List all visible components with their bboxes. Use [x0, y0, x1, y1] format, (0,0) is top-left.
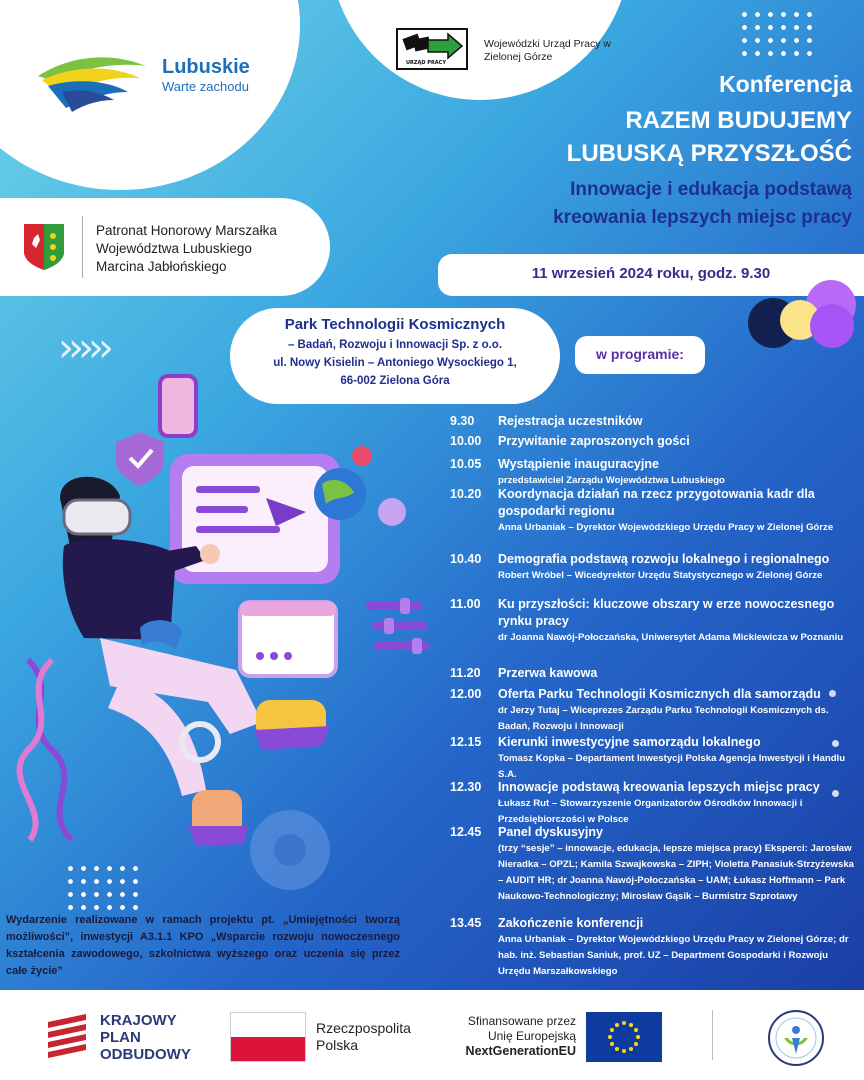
agenda-time: 12.30 [450, 780, 482, 794]
date-box [438, 254, 864, 296]
dot-decoration [832, 740, 839, 747]
rp-text [316, 1020, 411, 1054]
kpo-line3: ODBUDOWY [100, 1046, 191, 1063]
footer-divider [712, 1010, 713, 1060]
wup-logo [396, 28, 626, 73]
crest-icon [22, 222, 66, 272]
agenda-desc: Łukasz Rut – Stowarzyszenie Organizatorów Ośrodków Innowacji i Przedsiębiorczości w Polsce [498, 798, 803, 825]
lubuskie-wave-icon [36, 48, 156, 118]
agenda-title: Panel dyskusyjny [498, 825, 603, 839]
agenda-time: 10.20 [450, 487, 482, 501]
agenda-desc: Tomasz Kopka – Departament Inwestycji Polska Agencja Inwestycji i Handlu S.A. [498, 753, 846, 780]
patron-divider [82, 216, 83, 278]
agenda-title: Koordynacja działań na rzecz przygotowania kadr dla gospodarki regionu [498, 487, 815, 518]
patron-line3: Marcina Jabłońskiego [96, 259, 227, 274]
kpo-text [100, 1012, 191, 1063]
agenda-time: 13.45 [450, 916, 482, 930]
eu-line3: NextGenerationEU [465, 1044, 576, 1058]
agenda-desc: Anna Urbaniak – Dyrektor Wojewódzkiego Urzędu Pracy w Zielonej Górze; dr hab. inż. Sebastian Saniuk, prof. UZ – Department Gospodarki i Rozwoju Urzędu Marszałkowskiego [498, 934, 849, 977]
dot-decoration [829, 690, 836, 697]
footer [0, 990, 864, 1080]
wup-arrow-icon [396, 28, 468, 70]
dots-decoration [738, 8, 818, 56]
venue-line4: 66-002 Zielona Góra [340, 375, 450, 387]
patron-line1: Patronat Honorowy Marszałka [96, 223, 277, 238]
agenda-desc: (trzy “sesje” – innowacje, edukacja, lepsze miejsca pracy) Eksperci: Jarosław Nieradka – OPZL; Kamila Szwajkowska – ZIPH; Violetta Panasiuk-Strzyżewska – AUDIT HR; dr Joanna Nawój-Połoczańska – UAM; Łukasz Hoffmann – Park Naukowo-Technologiczny; Mirosław Gąsik – Burmistrz Szprotawy [498, 843, 854, 902]
lubuskie-logo [36, 48, 266, 118]
agenda-title: Przerwa kawowa [498, 666, 598, 680]
agenda-desc: przedstawiciel Zarządu Województwa Lubuskiego [498, 475, 725, 486]
vr-person-icon [0, 370, 445, 910]
project-footnote: Wydarzenie realizowane w ramach projektu pt. „Umiejętności tworzą możliwości”, inwestycji A3.1.1 KPO „Wsparcie rozwoju nowoczesnego kształcenia zawodowego, szkolnictwa wyższego oraz uczenia się przez całe życie” [6, 914, 400, 977]
eu-flag-icon [586, 1012, 662, 1062]
chevrons-decoration: ››››› [58, 325, 108, 371]
rp-line1: Rzeczpospolita [316, 1020, 411, 1036]
agenda-time: 11.00 [450, 597, 481, 611]
agenda-time: 10.40 [450, 552, 482, 566]
agenda-title: Wystąpienie inauguracyjne [498, 457, 659, 471]
rp-line2: Polska [316, 1037, 359, 1053]
main-title-line2: LUBUSKĄ PRZYSZŁOŚĆ [566, 140, 852, 167]
agenda-time: 9.30 [450, 414, 475, 428]
agenda-time: 12.00 [450, 687, 482, 701]
agenda-time: 10.05 [450, 457, 482, 471]
agenda-title: Kierunki inwestycyjne samorządu lokalnego [498, 735, 761, 749]
agenda-title: Oferta Parku Technologii Kosmicznych dla samorządu [498, 687, 821, 701]
agenda-time: 10.00 [450, 434, 482, 448]
agenda-desc: Anna Urbaniak – Dyrektor Wojewódzkiego Urzędu Pracy w Zielonej Górze [498, 522, 834, 533]
main-title-line1: RAZEM BUDUJEMY [625, 107, 852, 134]
patron-text [96, 222, 277, 276]
kpo-line1: KRAJOWY [100, 1012, 177, 1029]
dot-decoration [832, 790, 839, 797]
lubuskie-name: Lubuskie [162, 56, 250, 78]
agenda-time: 12.45 [450, 825, 482, 839]
eu-text [448, 1014, 576, 1059]
kpo-logo-icon [44, 1012, 90, 1058]
subtitle-line1: Innowacje i edukacja podstawą [570, 179, 852, 200]
agenda-title: Ku przyszłości: kluczowe obszary w erze nowoczesnego rynku pracy [498, 597, 835, 628]
title-block [432, 70, 852, 232]
patron-box [0, 198, 330, 296]
venue-line3: ul. Nowy Kisielin – Antoniego Wysockiego 1, [273, 357, 517, 369]
subtitle-line2: kreowania lepszych miejsc pracy [553, 207, 852, 228]
patron-line2: Województwa Lubuskiego [96, 241, 252, 256]
eu-line2: Unię Europejską [487, 1029, 576, 1043]
project-emblem-icon [766, 1008, 826, 1068]
agenda-title: Zakończenie konferencji [498, 916, 644, 930]
poland-flag-icon [230, 1012, 306, 1062]
wup-label: URZĄD PRACY [406, 60, 446, 66]
conference-label: Konferencja [719, 71, 852, 97]
agenda-title: Rejestracja uczestników [498, 414, 643, 428]
kpo-line2: PLAN [100, 1029, 141, 1046]
agenda-time: 12.15 [450, 735, 482, 749]
wup-name: Wojewódzki Urząd Pracy w Zielonej Górze [484, 38, 612, 63]
agenda-desc: dr Jerzy Tutaj – Wiceprezes Zarządu Parku Technologii Kosmicznych ds. Badań, Rozwoju i Innowacji [498, 705, 829, 732]
venue-name: Park Technologii Kosmicznych [284, 316, 506, 333]
agenda-title: Demografia podstawą rozwoju lokalnego i regionalnego [498, 552, 830, 566]
circle-decoration [810, 304, 854, 348]
lubuskie-tagline: Warte zachodu [162, 79, 249, 94]
agenda-time: 11.20 [450, 666, 481, 680]
agenda-title: Przywitanie zaproszonych gości [498, 434, 690, 448]
vr-illustration [0, 370, 445, 910]
agenda-desc: dr Joanna Nawój-Połoczańska, Uniwersytet Adama Mickiewicza w Poznaniu [498, 632, 844, 643]
program-label: w programie: [575, 336, 705, 374]
venue-line2: – Badań, Rozwoju i Innowacji Sp. z o.o. [287, 339, 503, 351]
eu-line1: Sfinansowane przez [467, 1014, 576, 1028]
agenda-desc: Robert Wróbel – Wicedyrektor Urzędu Statystycznego w Zielonej Górze [498, 570, 823, 581]
event-date: 11 wrzesień 2024 roku, godz. 9.30 [531, 265, 771, 282]
agenda-title: Innowacje podstawą kreowania lepszych miejsc pracy [498, 780, 820, 794]
